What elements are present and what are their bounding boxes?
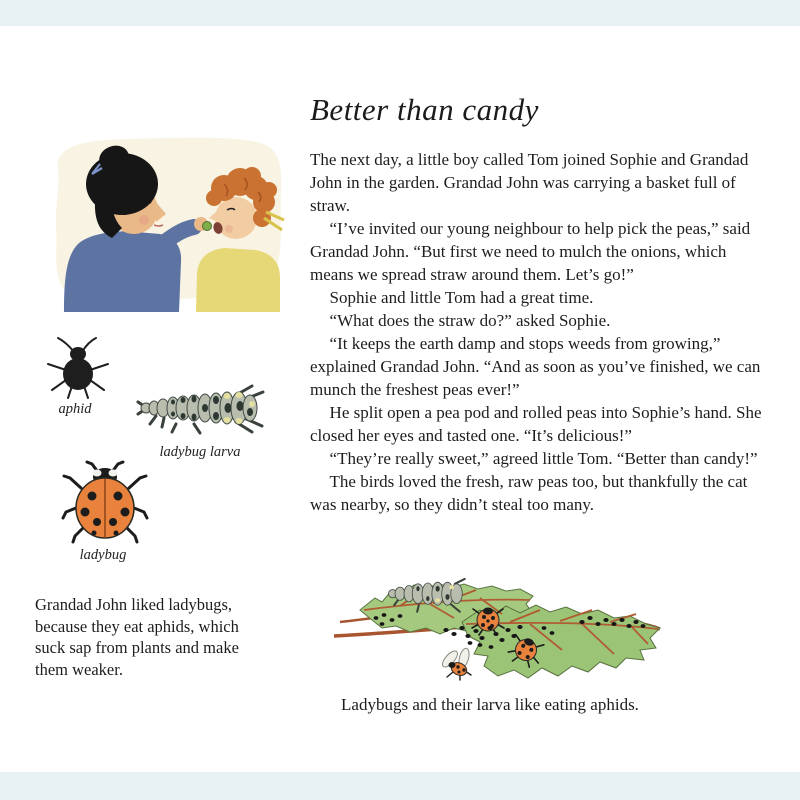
ladybug-label: ladybug (79, 547, 127, 563)
story-paragraph: Sophie and little Tom had a great time. (329, 288, 594, 307)
story-paragraph: The next day, a little boy called Tom joined Sophie and Grandad John in the garden. Grandad John was carrying a basket full of straw. (310, 150, 749, 215)
ladybug-illustration (60, 460, 150, 544)
top-border-band (0, 0, 800, 26)
story-paragraph: “They’re really sweet,” agreed little Tom. “Better than candy!” (329, 449, 758, 468)
story-text (310, 148, 768, 516)
pea (203, 222, 212, 231)
leaf-scene-caption: Ladybugs and their larva like eating aphids. (341, 695, 639, 714)
leaf-scene-illustration (330, 558, 695, 690)
flying-ladybug (440, 647, 471, 680)
aphid-label: aphid (58, 401, 92, 417)
story-paragraph: He split open a pea pod and rolled peas into Sophie’s hand. She closed her eyes and tasted one. “It’s delicious!” (310, 403, 762, 445)
bottom-border-band (0, 772, 800, 800)
story-paragraph: “What does the straw do?” asked Sophie. (329, 311, 611, 330)
page-title: Better than candy (310, 92, 539, 127)
ladybug-larva-illustration (136, 382, 266, 436)
ladybug-larva-label: ladybug larva (159, 444, 241, 460)
story-paragraph: “I’ve invited our young neighbour to help pick the peas,” said Grandad John. “But first we need to mulch the onions, which means we spread straw around them. Let’s go!” (310, 219, 751, 284)
story-paragraph: “It keeps the earth damp and stops weeds from growing,” explained Grandad John. “And as soon as you’ve finished, we can munch the freshest peas ever!” (310, 334, 761, 399)
children-feeding-pea-illustration (28, 130, 290, 312)
story-paragraph: The birds loved the fresh, raw peas too, but thankfully the cat was nearby, so they didn’t steal too many. (310, 472, 748, 514)
aphid-illustration (40, 336, 116, 400)
sidebar-note: Grandad John liked ladybugs, because they eat aphids, which suck sap from plants and make them weaker. (35, 595, 239, 679)
